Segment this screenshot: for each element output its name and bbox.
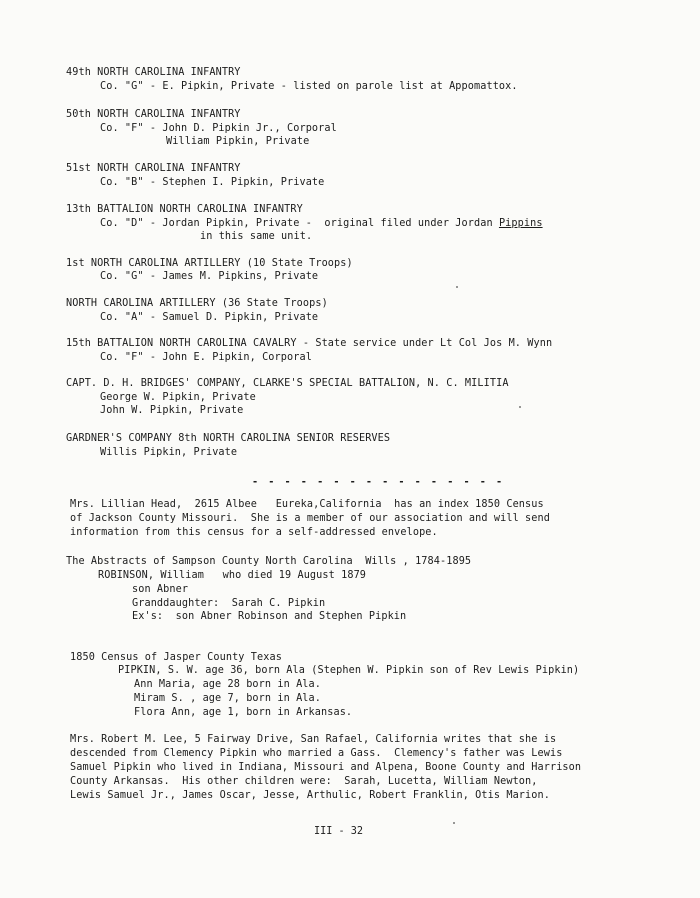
notice-line: Mrs. Robert M. Lee, 5 Fairway Drive, San Rafael, California writes that she is <box>70 734 557 745</box>
page-number: III - 32 <box>314 826 364 837</box>
record-line-underlined: Pippins <box>498 218 543 229</box>
record-unit-1st-artillery: 1st NORTH CAROLINA ARTILLERY (10 State Troops) <box>66 258 353 269</box>
record-line: Co. "F" - John D. Pipkin Jr., Corporal <box>100 123 337 134</box>
record-line: John W. Pipkin, Private <box>100 405 244 416</box>
notice-line: Lewis Samuel Jr., James Oscar, Jesse, Arthulic, Robert Franklin, Otis Marion. <box>70 790 550 801</box>
record-unit-gardners-company: GARDNER'S COMPANY 8th NORTH CAROLINA SENIOR RESERVES <box>66 433 391 444</box>
record-line: in this same unit. <box>200 231 313 242</box>
census-title: 1850 Census of Jasper County Texas <box>70 652 282 663</box>
abstracts-line: Ex's: son Abner Robinson and Stephen Pipkin <box>132 611 407 622</box>
record-line: Co. "G" - E. Pipkin, Private - listed on parole list at Appomattox. <box>100 81 518 92</box>
abstracts-title: The Abstracts of Sampson County North Carolina Wills , 1784-1895 <box>66 556 472 567</box>
notice-line: Mrs. Lillian Head, 2615 Albee Eureka,California has an index 1850 Census <box>70 499 544 510</box>
record-line: Co. "G" - James M. Pipkins, Private <box>100 271 319 282</box>
record-unit-bridges-company: CAPT. D. H. BRIDGES' COMPANY, CLARKE'S SPECIAL BATTALION, N. C. MILITIA <box>66 378 509 389</box>
notice-line: County Arkansas. His other children were: Sarah, Lucetta, William Newton, <box>70 776 538 787</box>
record-line-text: Co. "D" - Jordan Pipkin, Private - original filed under Jordan <box>100 218 499 229</box>
census-line: Miram S. , age 7, born in Ala. <box>134 693 322 704</box>
scan-speck <box>456 286 458 288</box>
scan-speck <box>519 406 521 408</box>
abstracts-line: Granddaughter: Sarah C. Pipkin <box>132 598 326 609</box>
census-line: Ann Maria, age 28 born in Ala. <box>134 679 322 690</box>
notice-line: Samuel Pipkin who lived in Indiana, Missouri and Alpena, Boone County and Harrison <box>70 762 582 773</box>
abstracts-line: ROBINSON, William who died 19 August 1879 <box>98 570 367 581</box>
scan-speck <box>453 822 455 824</box>
abstracts-line: son Abner <box>132 584 189 595</box>
notice-line: information from this census for a self-addressed envelope. <box>70 527 438 538</box>
record-unit-13th: 13th BATTALION NORTH CAROLINA INFANTRY <box>66 204 303 215</box>
notice-line: descended from Clemency Pipkin who married a Gass. Clemency's father was Lewis <box>70 748 563 759</box>
record-line: Willis Pipkin, Private <box>100 447 238 458</box>
record-unit-nc-artillery: NORTH CAROLINA ARTILLERY (36 State Troops) <box>66 298 328 309</box>
census-line: Flora Ann, age 1, born in Arkansas. <box>134 707 353 718</box>
record-line: Co. "F" - John E. Pipkin, Corporal <box>100 352 312 363</box>
census-line: PIPKIN, S. W. age 36, born Ala (Stephen W. Pipkin son of Rev Lewis Pipkin) <box>118 665 580 676</box>
section-separator: - - - - - - - - - - - - - - - - <box>252 477 505 488</box>
record-line: George W. Pipkin, Private <box>100 392 256 403</box>
record-line: William Pipkin, Private <box>166 136 310 147</box>
record-line: Co. "B" - Stephen I. Pipkin, Private <box>100 177 325 188</box>
record-unit-49th: 49th NORTH CAROLINA INFANTRY <box>66 67 241 78</box>
record-unit-50th: 50th NORTH CAROLINA INFANTRY <box>66 109 241 120</box>
notice-line: of Jackson County Missouri. She is a member of our association and will send <box>70 513 550 524</box>
record-line: Co. "A" - Samuel D. Pipkin, Private <box>100 312 319 323</box>
record-unit-51st: 51st NORTH CAROLINA INFANTRY <box>66 163 241 174</box>
record-unit-15th-cavalry: 15th BATTALION NORTH CAROLINA CAVALRY - State service under Lt Col Jos M. Wynn <box>66 338 553 349</box>
record-line <box>100 217 543 230</box>
